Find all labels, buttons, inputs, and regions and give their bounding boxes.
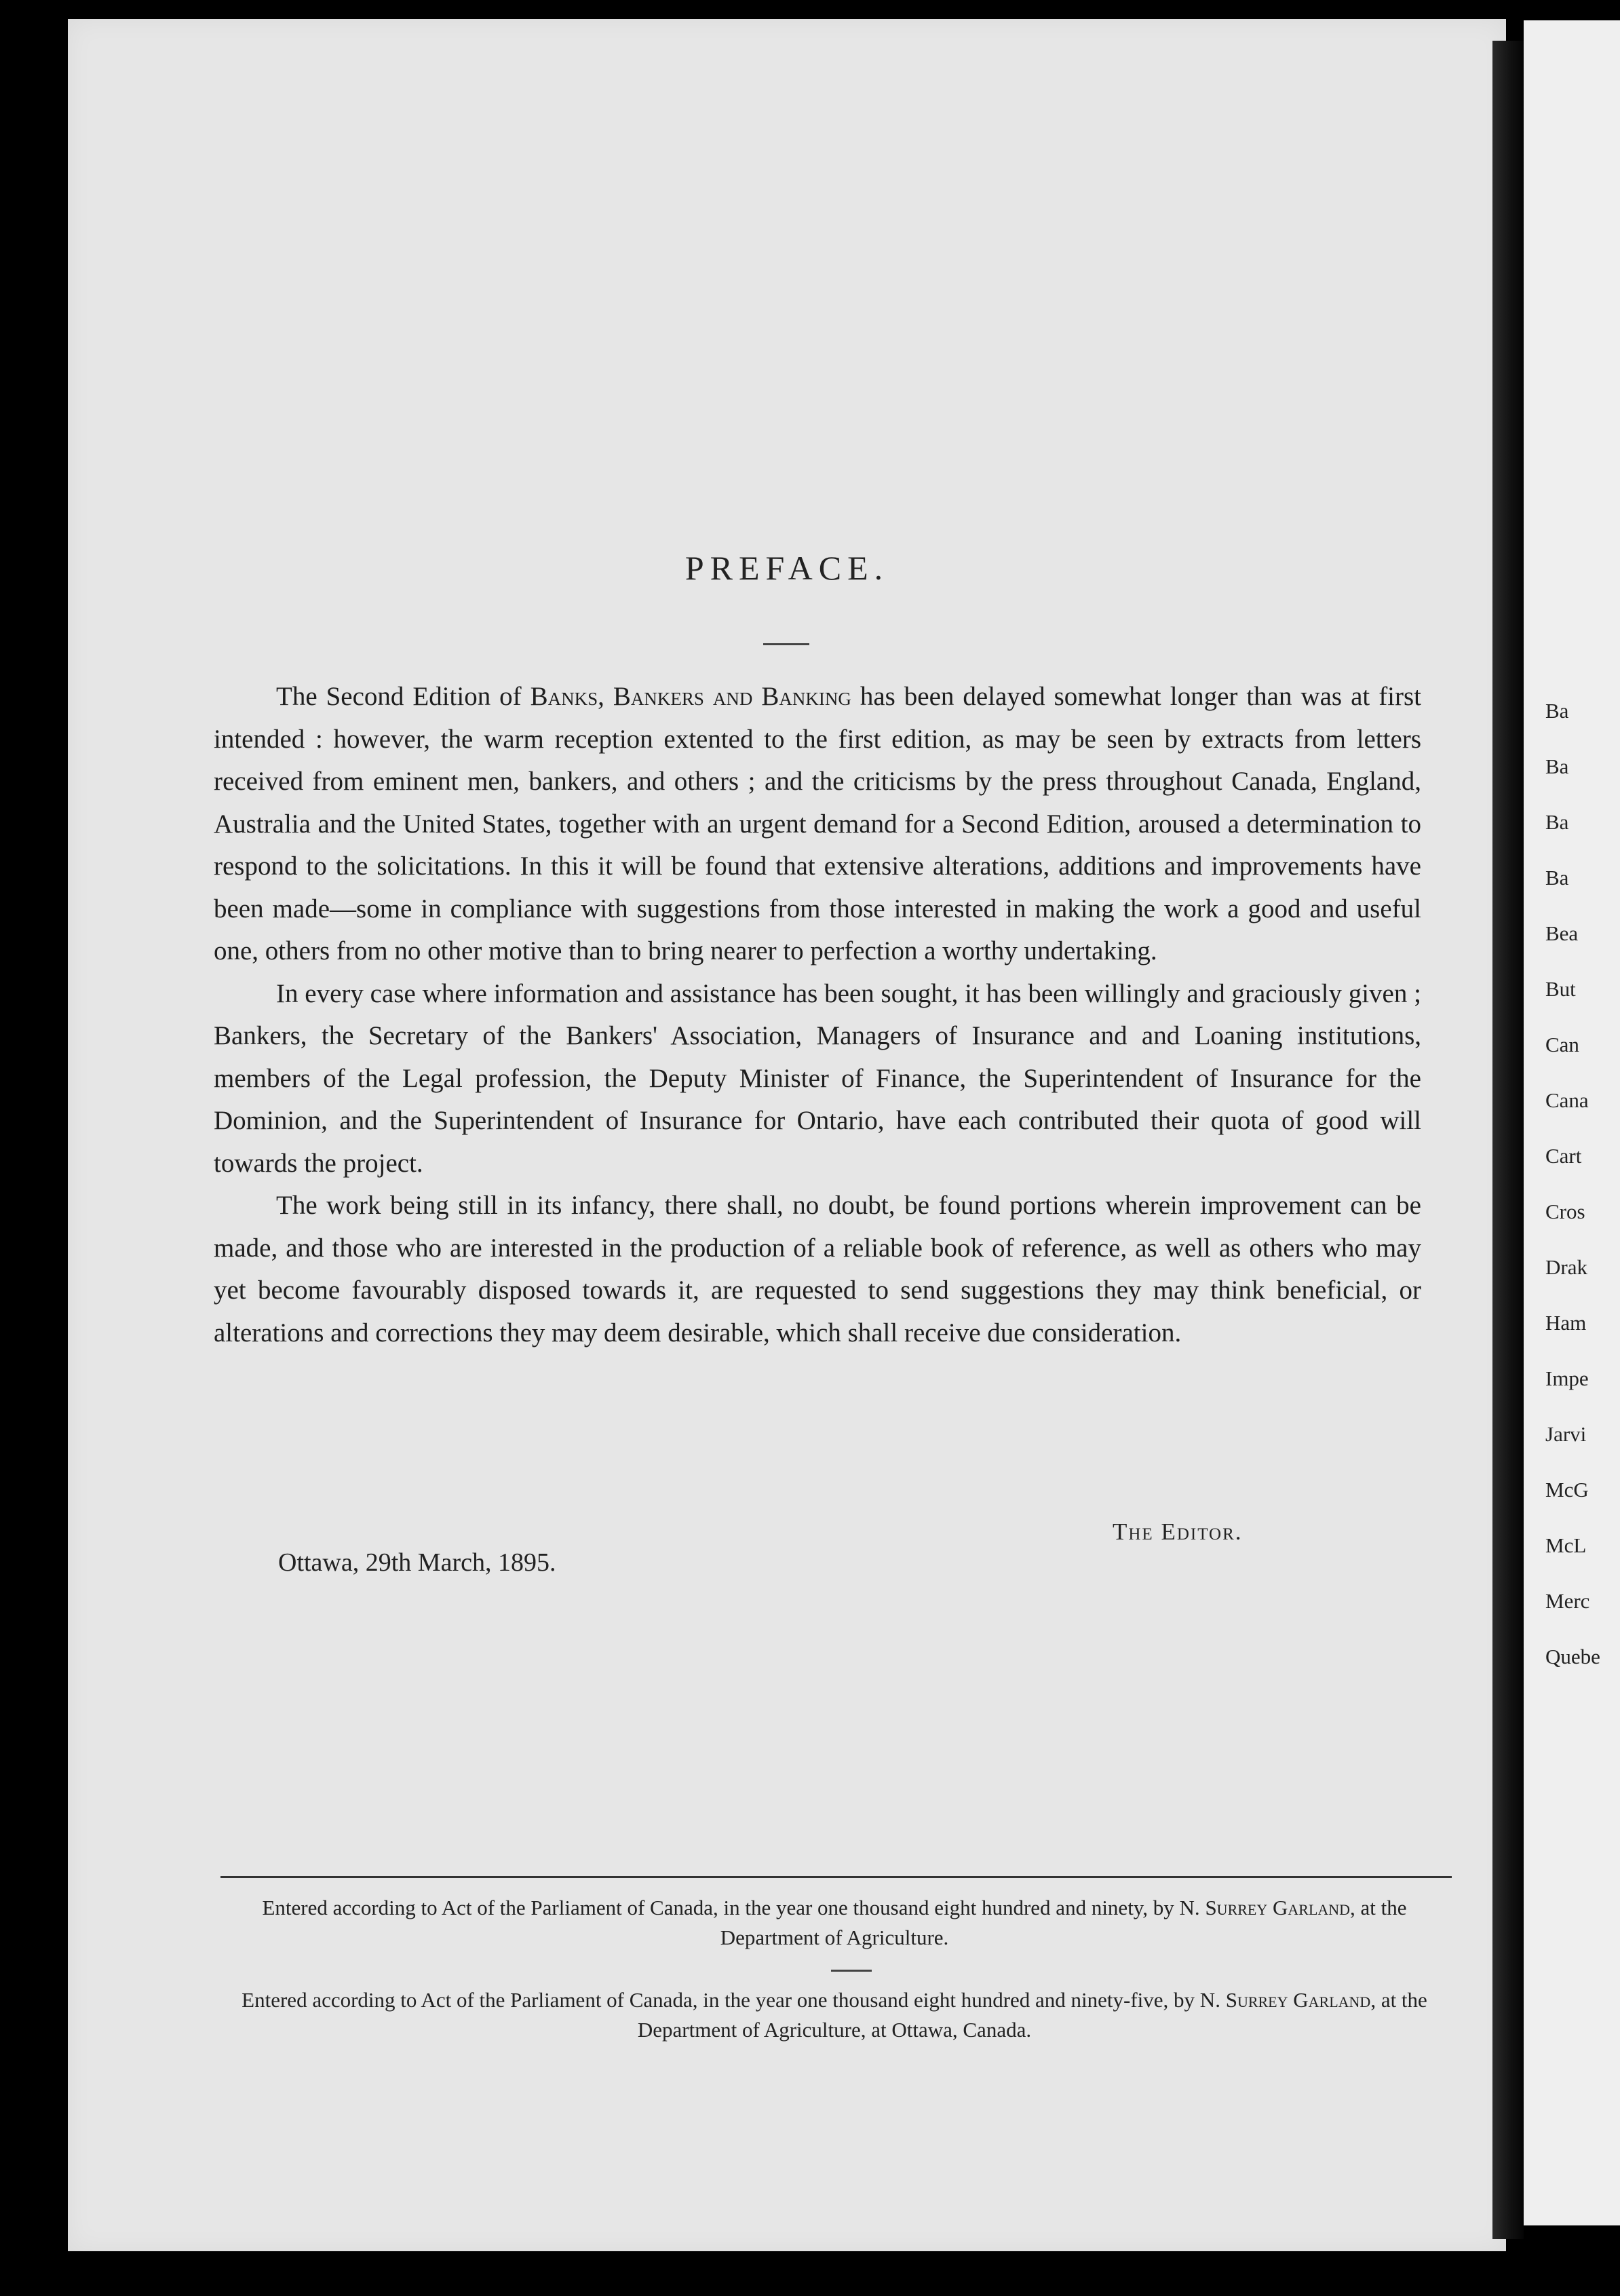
facing-index-entry: But xyxy=(1545,977,1576,1001)
facing-page-index xyxy=(1545,699,1620,1700)
facing-index-entry: Ba xyxy=(1545,866,1569,889)
title-rule xyxy=(763,643,809,645)
facing-index-entry: Quebe xyxy=(1545,1645,1600,1668)
facing-index-entry: Bea xyxy=(1545,921,1579,945)
signature: The Editor. xyxy=(1113,1518,1243,1545)
facing-index-entry: Ham xyxy=(1545,1311,1587,1335)
paragraph-2: In every case where information and assistance has been sought, it has been willingly and graciously given ; Bankers, the Secretary of the Bankers' Association, Managers of Insurance and and Loaning institutions, members of the Legal profession, the Deputy Minister of Finance, the Superintendent of Insurance for the Dominion, and the Superintendent of Insurance for Ontario, have each contributed their quota of good will towards the project. xyxy=(214,978,1421,1178)
page-title: PREFACE. xyxy=(684,549,889,587)
paragraph-1 xyxy=(214,676,1421,973)
notice-2-name: Surrey Garland xyxy=(1225,1988,1371,2012)
facing-index-entry: Cana xyxy=(1545,1088,1589,1112)
facing-index-entry: McL xyxy=(1545,1533,1587,1557)
facing-index-entry: Cros xyxy=(1545,1200,1585,1223)
paragraph-1-rest: has been delayed somewhat longer than was at first intended : however, the warm reception extented to the first edition, as may be seen by extracts from letters received from eminent men, bankers, and others ; and the criticisms by the press throughout Canada, England, Australia and the United States, together with an urgent demand for a Second Edition, aroused a determination to respond to the solicitations. In this it will be found that extensive alterations, additions and improvements have been made—some in compliance with suggestions from those interested in making the work a good and useful one, others from no other motive than to bring nearer to perfection a worthy undertaking. xyxy=(214,682,1422,965)
facing-index-entry: Jarvi xyxy=(1545,1422,1587,1446)
facing-index-entry: Can xyxy=(1545,1033,1579,1056)
copyright-notice-2 xyxy=(214,1985,1455,2045)
footnote-divider xyxy=(831,1970,872,1972)
facing-index-entry: McG xyxy=(1545,1478,1589,1501)
facing-index-entry: Ba xyxy=(1545,810,1569,834)
preface-body xyxy=(214,676,1421,1354)
facing-index-entry: Drak xyxy=(1545,1255,1587,1279)
facing-index-entry: Impe xyxy=(1545,1366,1589,1390)
book-title-smallcaps: Banks, Bankers and Banking xyxy=(530,682,851,711)
facing-index-entry: Cart xyxy=(1545,1144,1582,1168)
notice-1-name: Surrey Garland xyxy=(1205,1896,1351,1919)
copyright-notice-1 xyxy=(214,1893,1455,1953)
notice-1-rest: , at the Department of Agriculture. xyxy=(720,1896,1407,1949)
book-spine-shadow xyxy=(1492,41,1524,2239)
dateline: Ottawa, 29th March, 1895. xyxy=(278,1548,556,1577)
facing-index-entry: Ba xyxy=(1545,754,1569,778)
facing-index-entry: Ba xyxy=(1545,699,1569,723)
notice-2-rest: , at the Department of Agriculture, at Ottawa, Canada. xyxy=(637,1988,1427,2042)
book-page xyxy=(68,19,1506,2251)
footer-rule xyxy=(220,1876,1452,1878)
paragraph-3: The work being still in its infancy, there shall, no doubt, be found portions wherein improvement can be made, and those who are interested in the production of a reliable book of reference, as well as others who may yet become favourably disposed towards it, are requested to send suggestions they may think beneficial, or alterations and corrections they may deem desirable, which shall receive due consideration. xyxy=(214,1191,1421,1347)
facing-index-entry: Merc xyxy=(1545,1589,1590,1613)
notice-1-lead: Entered according to Act of the Parliament of Canada, in the year one thousand eight hundred and ninety, by N. xyxy=(262,1896,1206,1919)
notice-2-lead: Entered according to Act of the Parliament of Canada, in the year one thousand eight hundred and ninety-five, by N. xyxy=(242,1988,1226,2012)
paragraph-1-lead: The Second Edition of xyxy=(276,682,531,711)
